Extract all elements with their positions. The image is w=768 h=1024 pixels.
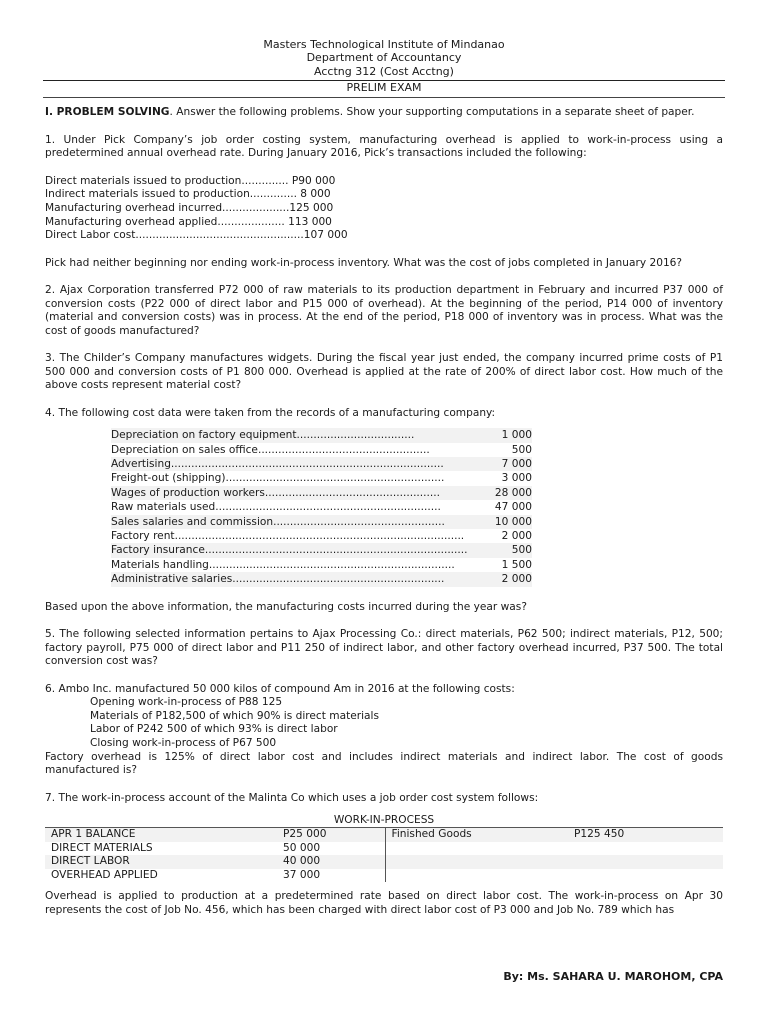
transaction-line: Indirect materials issued to production.............. 8 000 bbox=[45, 188, 331, 201]
question-6-intro: 6. Ambo Inc. manufactured 50 000 kilos of compound Am in 2016 at the following costs: bbox=[45, 682, 515, 695]
cost-data-table bbox=[111, 428, 532, 586]
cost-line: Opening work-in-process of P88 125 bbox=[90, 696, 283, 709]
table-row: OVERHEAD APPLIED 37 000 bbox=[45, 869, 723, 883]
question-7-intro: 7. The work-in-process account of the Malinta Co which uses a job order cost system follows: bbox=[45, 791, 539, 804]
department-name: Department of Accountancy bbox=[306, 51, 462, 65]
question-7-followup: Overhead is applied to production at a predetermined rate based on direct labor cost. The work-in-process on Apr 30 represents the cost of Job No. 456, which has been charged with direct labor cost of P3 000 and Job No. 789 which has bbox=[45, 890, 723, 916]
transaction-line: Manufacturing overhead applied.................... 113 000 bbox=[45, 215, 332, 228]
cost-row: Raw materials used................................................................... 47 000 bbox=[111, 501, 532, 514]
cost-row: Factory insurance.............................................................................. 500 bbox=[111, 544, 532, 557]
question-4-intro: 4. The following cost data were taken from the records of a manufacturing company: bbox=[45, 406, 496, 419]
question-2-text: 2. Ajax Corporation transferred P72 000 of raw materials to its production department in February and incurred P37 000 of conversion costs (P22 000 of direct labor and P15 000 of overhead). At the beginning of the period, P14 000 of inventory (material and conversion costs) was in process. At the end of the period, P18 000 of inventory was in process. What was the cost of goods manufactured? bbox=[45, 284, 723, 337]
question-1-question: Pick had neither beginning nor ending work-in-process inventory. What was the cost of jobs completed in January 2016? bbox=[45, 256, 683, 269]
cost-row: Freight-out (shipping)................................................................. 3 000 bbox=[111, 472, 532, 485]
course-name: Acctng 312 (Cost Acctng) bbox=[314, 64, 454, 78]
cost-line: Closing work-in-process of P67 500 bbox=[90, 736, 277, 749]
cost-row: Factory rent...................................................................................... 2 000 bbox=[111, 530, 532, 543]
question-1-text: 1. Under Pick Company’s job order costing system, manufacturing overhead is applied to work-in-process using a predetermined annual overhead rate. During January 2016, Pick’s transactions included the following: bbox=[45, 133, 723, 160]
cost-line: Materials of P182,500 of which 90% is direct materials bbox=[90, 709, 380, 722]
institution-name: Masters Technological Institute of Mindanao bbox=[263, 38, 505, 51]
transaction-line: Direct Labor cost..................................................107 000 bbox=[45, 229, 348, 242]
exam-page bbox=[45, 38, 723, 917]
t-account-title: WORK-IN-PROCESS bbox=[333, 814, 435, 827]
cost-row: Depreciation on factory equipment................................... 1 000 bbox=[111, 429, 532, 442]
question-4-question: Based upon the above information, the manufacturing costs incurred during the year was? bbox=[45, 600, 527, 613]
question-6-costs bbox=[45, 696, 723, 750]
cost-row: Materials handling......................................................................... 1 500 bbox=[111, 558, 532, 571]
cost-row: Depreciation on sales office................................................... 500 bbox=[111, 443, 532, 456]
transaction-line: Direct materials issued to production.............. P90 000 bbox=[45, 174, 336, 187]
question-1-transactions bbox=[45, 175, 723, 243]
question-3-text: 3. The Childer’s Company manufactures widgets. During the fiscal year just ended, the company incurred prime costs of P1 500 000 and conversion costs of P1 800 000. Overhead is applied at the rate of 200% of direct labor cost. How much of the above costs represent material cost? bbox=[45, 352, 723, 392]
cost-line: Labor of P242 500 of which 93% is direct labor bbox=[90, 723, 338, 736]
cost-row: Wages of production workers.................................................... 28 000 bbox=[111, 486, 532, 499]
wip-t-account bbox=[45, 827, 723, 882]
cost-row: Advertising................................................................................. 7 000 bbox=[111, 458, 532, 470]
table-row: DIRECT MATERIALS 50 000 bbox=[45, 842, 723, 856]
exam-title: PRELIM EXAM bbox=[346, 81, 422, 95]
table-row: DIRECT LABOR 40 000 bbox=[45, 855, 723, 869]
author-signature: By: Ms. SAHARA U. MAROHOM, CPA bbox=[503, 970, 723, 983]
table-row: APR 1 BALANCE P25 000 Finished Goods P125 450 bbox=[45, 828, 723, 842]
question-5-text: 5. The following selected information pertains to Ajax Processing Co.: direct materials, P62 500; indirect materials, P12, 500; factory payroll, P75 000 of direct labor and P11 250 of indirect labor, and other factory overhead incurred, P37 500. The total conversion cost was? bbox=[45, 628, 723, 668]
document-header bbox=[45, 38, 723, 78]
cost-row: Sales salaries and commission................................................... 10 000 bbox=[111, 515, 532, 528]
question-6-question: Factory overhead is 125% of direct labor cost and includes indirect materials and indirect labor. The cost of goods manufactured is? bbox=[45, 750, 723, 777]
section-instructions bbox=[45, 106, 723, 120]
section-instruction-text: . Answer the following problems. Show your supporting computations in a separate sheet of paper. bbox=[169, 106, 695, 119]
cost-row: Administrative salaries............................................................... 2 000 bbox=[111, 573, 532, 586]
section-label: I. PROBLEM SOLVING bbox=[45, 106, 170, 119]
transaction-line: Manufacturing overhead incurred....................125 000 bbox=[45, 201, 334, 214]
